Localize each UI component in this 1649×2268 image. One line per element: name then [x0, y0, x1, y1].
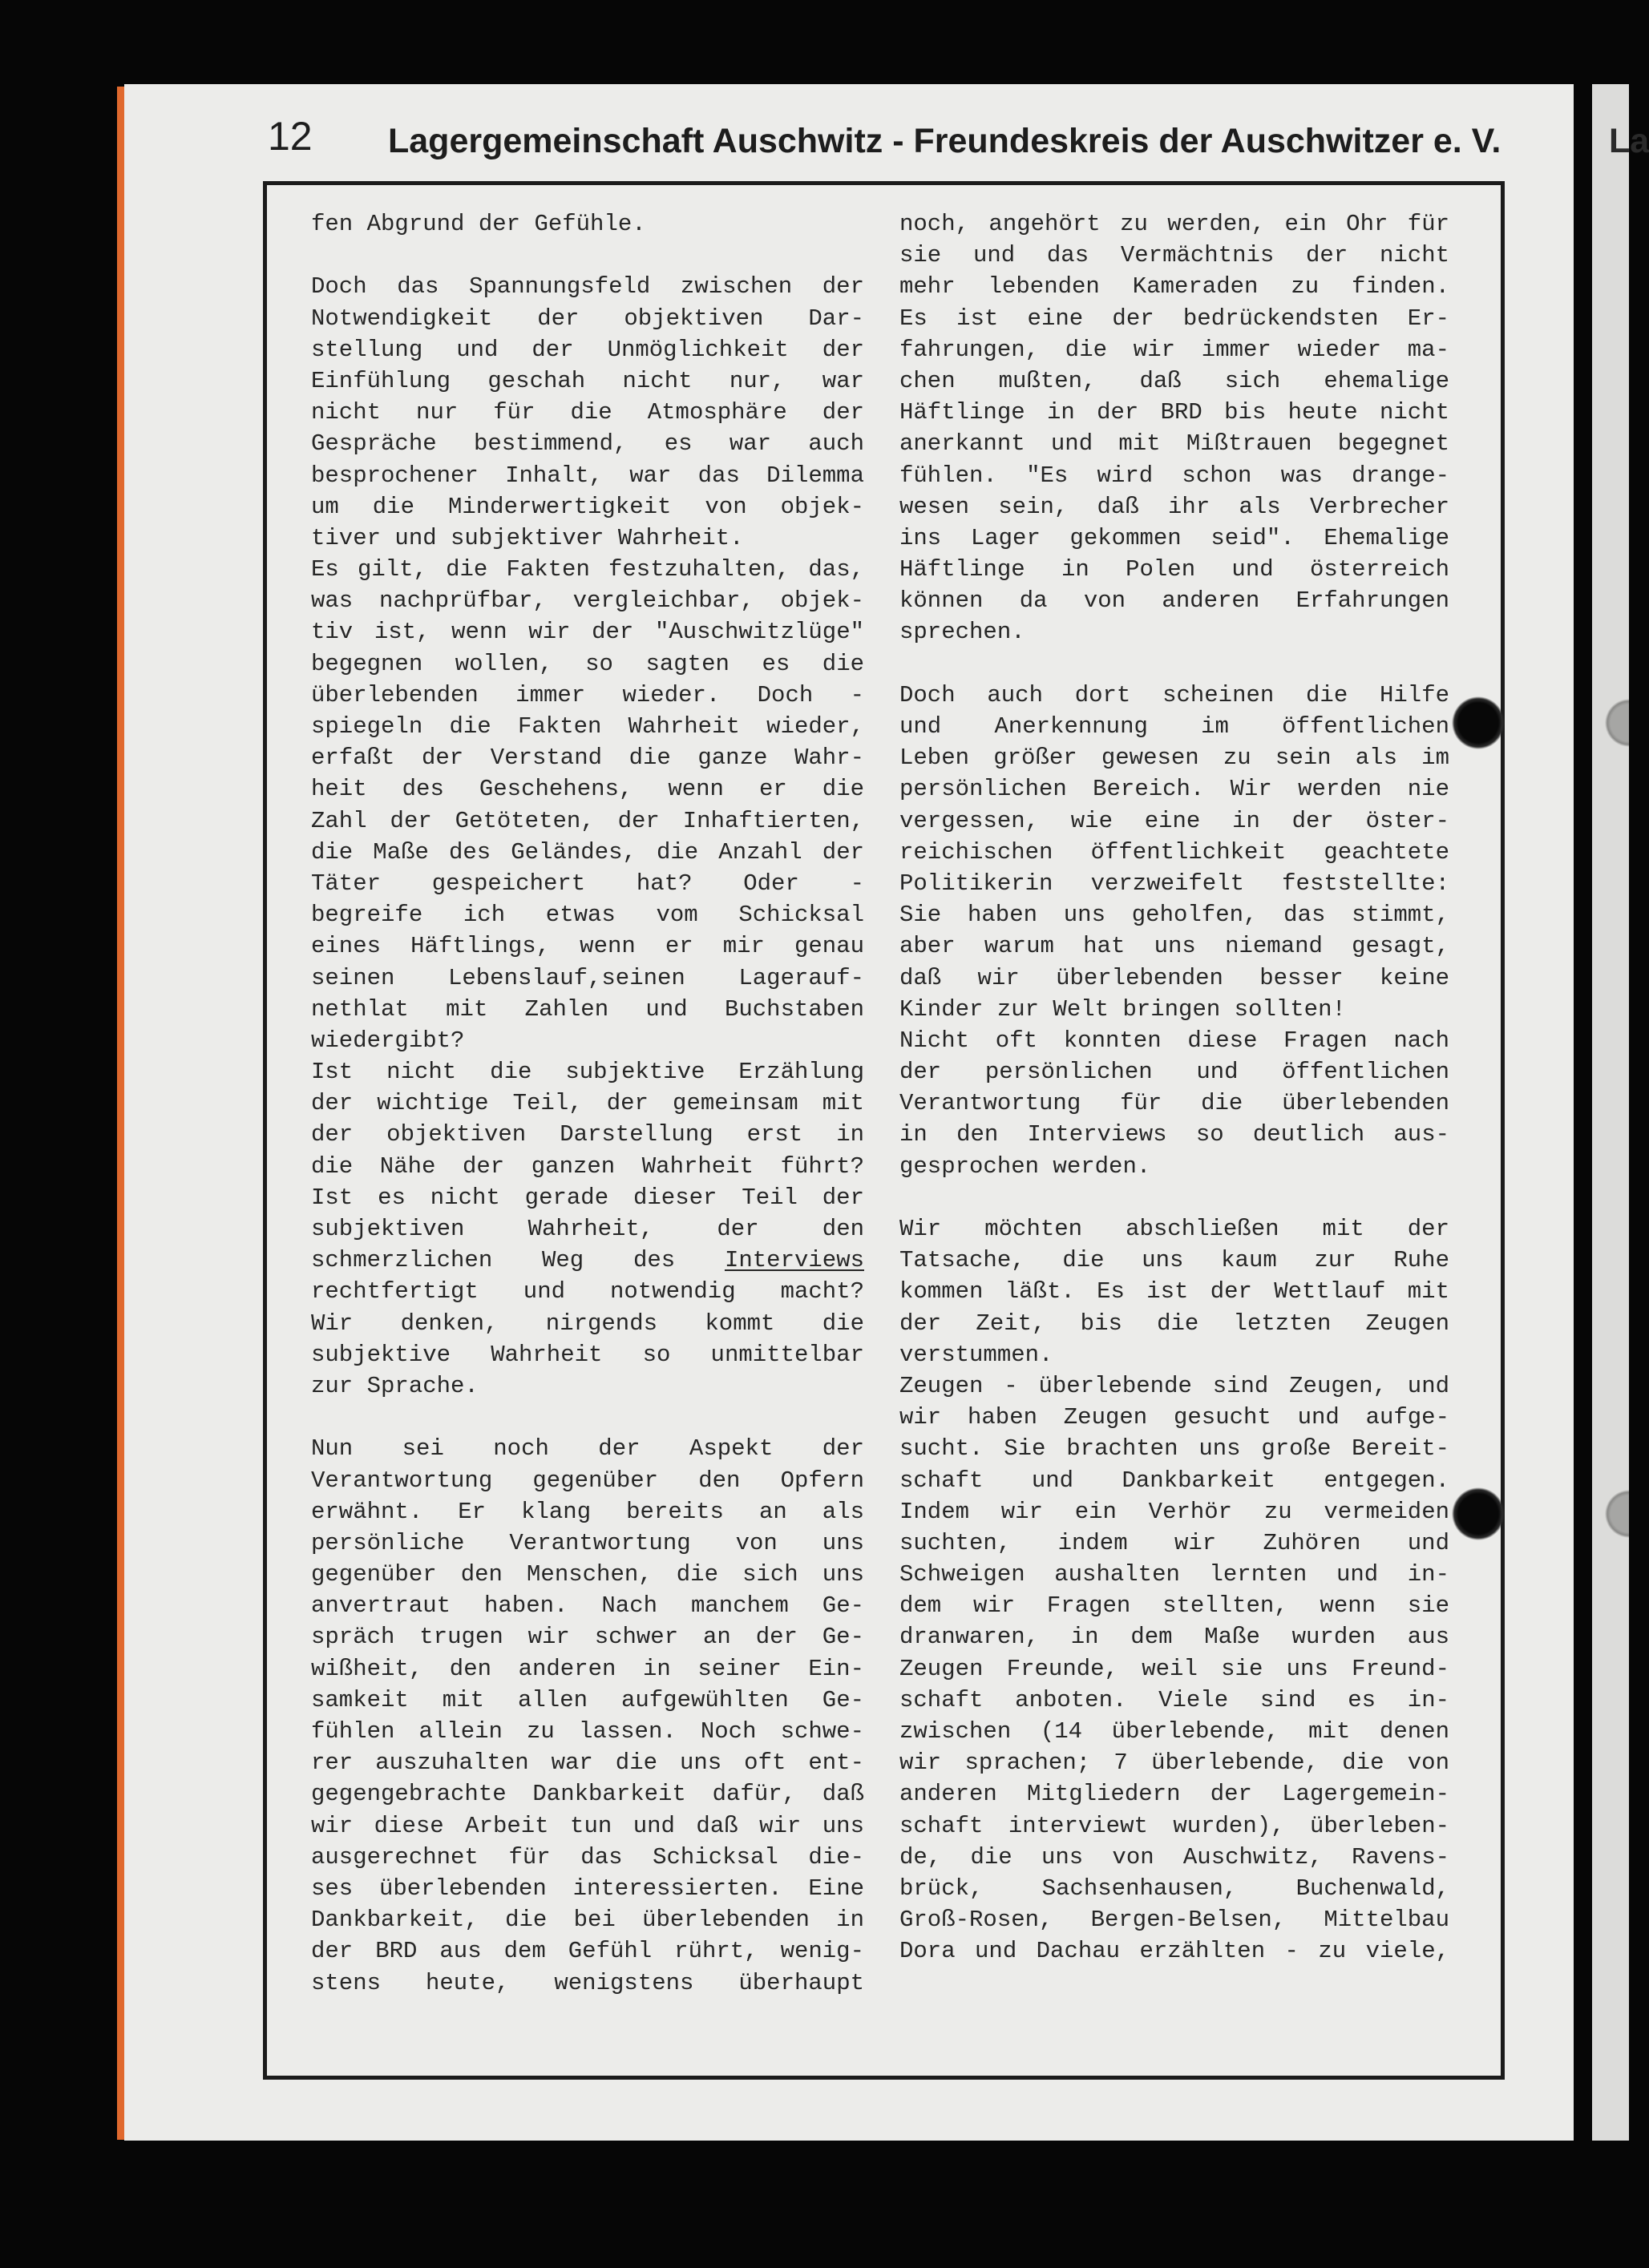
text-line: Nun sei noch der Aspekt der — [311, 1435, 864, 1463]
text-column-left — [311, 208, 864, 1999]
text-line: wir diese Arbeit tun und daß wir uns — [311, 1812, 864, 1839]
text-line: anerkannt und mit Mißtrauen begegnet — [899, 430, 1449, 458]
text-line: Häftlinge in der BRD bis heute nicht — [899, 399, 1449, 426]
text-line: Gespräche bestimmend, es war auch — [311, 430, 864, 458]
text-line: fühlen. "Es wird schon was drange- — [899, 462, 1449, 489]
text-line: was nachprüfbar, vergleichbar, objek- — [311, 587, 864, 615]
text-line: noch, angehört zu werden, ein Ohr für — [899, 211, 1449, 237]
text-line: in den Interviews so deutlich aus- — [899, 1121, 1449, 1148]
text-line: Politikerin verzweifelt feststellte: — [899, 870, 1449, 897]
text-line: nicht nur für die Atmosphäre der — [311, 399, 864, 426]
text-line: schaft interviewt wurden), überleben- — [899, 1812, 1449, 1839]
text-line: tiver und subjektiver Wahrheit. — [311, 524, 744, 551]
text-line: wißheit, den anderen in seiner Ein- — [311, 1655, 864, 1682]
text-line: rer auszuhalten war die uns oft ent- — [311, 1749, 864, 1777]
text-line: schaft und Dankbarkeit entgegen. — [899, 1467, 1449, 1494]
text-line: mehr lebenden Kameraden zu finden. — [899, 273, 1449, 301]
text-line: sprechen. — [899, 619, 1025, 646]
text-line: fühlen allein zu lassen. Noch schwe- — [311, 1718, 864, 1745]
text-line: reichischen öffentlichkeit geachtete — [899, 838, 1449, 866]
text-line: besprochener Inhalt, war das Dilemma — [311, 462, 864, 489]
text-line: ausgerechnet für das Schicksal die- — [311, 1843, 864, 1870]
text-line: brück, Sachsenhausen, Buchenwald, — [899, 1875, 1449, 1902]
text-line: de, die uns von Auschwitz, Ravens- — [899, 1843, 1449, 1870]
punch-hole — [1452, 1487, 1505, 1540]
running-header: Lagergemeinschaft Auschwitz - Freundeskreis der Auschwitzer e. V. — [388, 122, 1501, 160]
text-line: ins Lager gekommen seid". Ehemalige — [899, 524, 1449, 551]
text-line: Wir möchten abschließen mit der — [899, 1216, 1449, 1242]
paragraph-gap — [311, 240, 864, 271]
text-line: und Anerkennung im öffentlichen — [899, 713, 1449, 740]
text-line — [311, 1245, 864, 1276]
text-line: sie und das Vermächtnis der nicht — [899, 242, 1449, 269]
text-line: subjektiven Wahrheit, der den — [311, 1216, 864, 1242]
text-line: Ist es nicht gerade dieser Teil der — [311, 1184, 864, 1211]
text-line: persönlichen Bereich. Wir werden nie — [899, 776, 1449, 803]
text-line: heit des Geschehens, wenn er die — [311, 776, 864, 803]
text-line: der objektiven Darstellung erst in — [311, 1121, 864, 1148]
text-line: tiv ist, wenn wir der "Auschwitzlüge" — [311, 619, 864, 646]
text-line: samkeit mit allen aufgewühlten Ge- — [311, 1686, 864, 1713]
text-line: gegengebrachte Dankbarkeit dafür, daß — [311, 1781, 864, 1808]
text-line: Zeugen Freunde, weil sie uns Freund- — [899, 1655, 1449, 1682]
text-line: Dora und Dachau erzählten - zu viele, — [899, 1938, 1449, 1965]
text-line: chen mußten, daß sich ehemalige — [899, 367, 1449, 394]
text-line: Nicht oft konnten diese Fragen nach — [899, 1027, 1449, 1054]
text-line: der BRD aus dem Gefühl rührt, wenig- — [311, 1938, 864, 1965]
text-line: daß wir überlebenden besser keine — [899, 964, 1449, 991]
text-line: vergessen, wie eine in der öster- — [899, 807, 1449, 834]
text-line: begreife ich etwas vom Schicksal — [311, 902, 864, 929]
text-line: Groß-Rosen, Bergen-Belsen, Mittelbau — [899, 1907, 1449, 1934]
text-line: der Zeit, bis die letzten Zeugen — [899, 1310, 1449, 1337]
text-line: Es gilt, die Fakten festzuhalten, das, — [311, 556, 864, 583]
text-line: seinen Lebenslauf,seinen Lagerauf- — [311, 964, 864, 991]
text-line: Dankbarkeit, die bei überlebenden in — [311, 1907, 864, 1934]
text-line: Wir denken, nirgends kommt die — [311, 1310, 864, 1337]
text-line: Kinder zur Welt bringen sollten! — [899, 995, 1346, 1023]
text-line: schaft anboten. Viele sind es in- — [899, 1686, 1449, 1713]
text-line: eines Häftlings, wenn er mir genau — [311, 933, 864, 960]
text-line: stens heute, wenigstens überhaupt — [311, 1969, 864, 1996]
underlined-word: Interviews — [724, 1247, 864, 1274]
text-line: Einfühlung geschah nicht nur, war — [311, 367, 864, 394]
text-line: Doch auch dort scheinen die Hilfe — [899, 681, 1449, 708]
text-segment: schmerzlichen Weg des — [311, 1247, 725, 1274]
text-line: gesprochen werden. — [899, 1152, 1151, 1180]
text-line: Häftlinge in Polen und österreich — [899, 556, 1449, 583]
text-line: begegnen wollen, so sagten es die — [311, 650, 864, 677]
text-line: Ist nicht die subjektive Erzählung — [311, 1059, 864, 1086]
text-line: erwähnt. Er klang bereits an als — [311, 1498, 864, 1525]
text-line: wiedergibt? — [311, 1027, 465, 1054]
text-line: Doch das Spannungsfeld zwischen der — [311, 273, 864, 301]
text-line: spräch trugen wir schwer an der Ge- — [311, 1624, 864, 1651]
text-line: aber warum hat uns niemand gesagt, — [899, 933, 1449, 960]
paragraph-gap — [311, 1402, 864, 1433]
text-line: fen Abgrund der Gefühle. — [311, 211, 646, 237]
document-page — [124, 84, 1574, 2141]
page-number: 12 — [268, 114, 313, 159]
text-line: um die Minderwertigkeit von objek- — [311, 493, 864, 520]
text-line: anvertraut haben. Nach manchem Ge- — [311, 1592, 864, 1620]
text-line: subjektive Wahrheit so unmittelbar — [311, 1341, 864, 1368]
text-line: Verantwortung für die überlebenden — [899, 1090, 1449, 1117]
text-line: Verantwortung gegenüber den Opfern — [311, 1467, 864, 1494]
text-line: zur Sprache. — [311, 1372, 479, 1399]
text-line: die Maße des Geländes, die Anzahl der — [311, 838, 864, 866]
text-line: wir haben Zeugen gesucht und aufge- — [899, 1404, 1449, 1431]
paragraph-gap — [899, 648, 1449, 680]
text-line: kommen läßt. Es ist der Wettlauf mit — [899, 1278, 1449, 1306]
text-line: der wichtige Teil, der gemeinsam mit — [311, 1090, 864, 1117]
punch-hole — [1452, 696, 1505, 749]
text-line: wir sprachen; 7 überlebende, die von — [899, 1749, 1449, 1777]
adjacent-page-header-fragment: La — [1609, 122, 1649, 160]
text-line: Es ist eine der bedrückendsten Er- — [899, 305, 1449, 332]
text-line: nethlat mit Zahlen und Buchstaben — [311, 995, 864, 1023]
text-line: wesen sein, daß ihr als Verbrecher — [899, 493, 1449, 520]
text-line: Leben größer gewesen zu sein als im — [899, 745, 1449, 772]
text-line: Schweigen aushalten lernten und in- — [899, 1561, 1449, 1588]
text-line: Sie haben uns geholfen, das stimmt, — [899, 902, 1449, 929]
text-line: Indem wir ein Verhör zu vermeiden — [899, 1498, 1449, 1525]
text-line: die Nähe der ganzen Wahrheit führt? — [311, 1152, 864, 1180]
text-line: erfaßt der Verstand die ganze Wahr- — [311, 745, 864, 772]
text-line: dranwaren, in dem Maße wurden aus — [899, 1624, 1449, 1651]
text-line: können da von anderen Erfahrungen — [899, 587, 1449, 615]
text-line: der persönlichen und öffentlichen — [899, 1059, 1449, 1086]
text-line: Tatsache, die uns kaum zur Ruhe — [899, 1247, 1449, 1274]
text-line: Täter gespeichert hat? Oder - — [311, 870, 864, 897]
text-line: persönliche Verantwortung von uns — [311, 1529, 864, 1556]
text-line: spiegeln die Fakten Wahrheit wieder, — [311, 713, 864, 740]
text-line: rechtfertigt und notwendig macht? — [311, 1278, 864, 1306]
text-line: ses überlebenden interessierten. Eine — [311, 1875, 864, 1902]
page-edge — [117, 87, 124, 2140]
text-line: fahrungen, die wir immer wieder ma- — [899, 336, 1449, 363]
text-line: suchten, indem wir Zuhören und — [899, 1529, 1449, 1556]
text-line: verstummen. — [899, 1341, 1053, 1368]
text-line: gegenüber den Menschen, die sich uns — [311, 1561, 864, 1588]
text-line: zwischen (14 überlebende, mit denen — [899, 1718, 1449, 1745]
text-line: überlebenden immer wieder. Doch - — [311, 681, 864, 708]
text-line: dem wir Fragen stellten, wenn sie — [899, 1592, 1449, 1620]
text-line: Zahl der Getöteten, der Inhaftierten, — [311, 807, 864, 834]
adjacent-page — [1592, 84, 1649, 2141]
text-column-right — [899, 208, 1449, 1967]
text-line: Notwendigkeit der objektiven Dar- — [311, 305, 864, 332]
text-line: sucht. Sie brachten uns große Bereit- — [899, 1435, 1449, 1463]
text-line: stellung und der Unmöglichkeit der — [311, 336, 864, 363]
text-line: anderen Mitgliedern der Lagergemein- — [899, 1781, 1449, 1808]
text-line: Zeugen - überlebende sind Zeugen, und — [899, 1372, 1449, 1399]
paragraph-gap — [899, 1182, 1449, 1213]
